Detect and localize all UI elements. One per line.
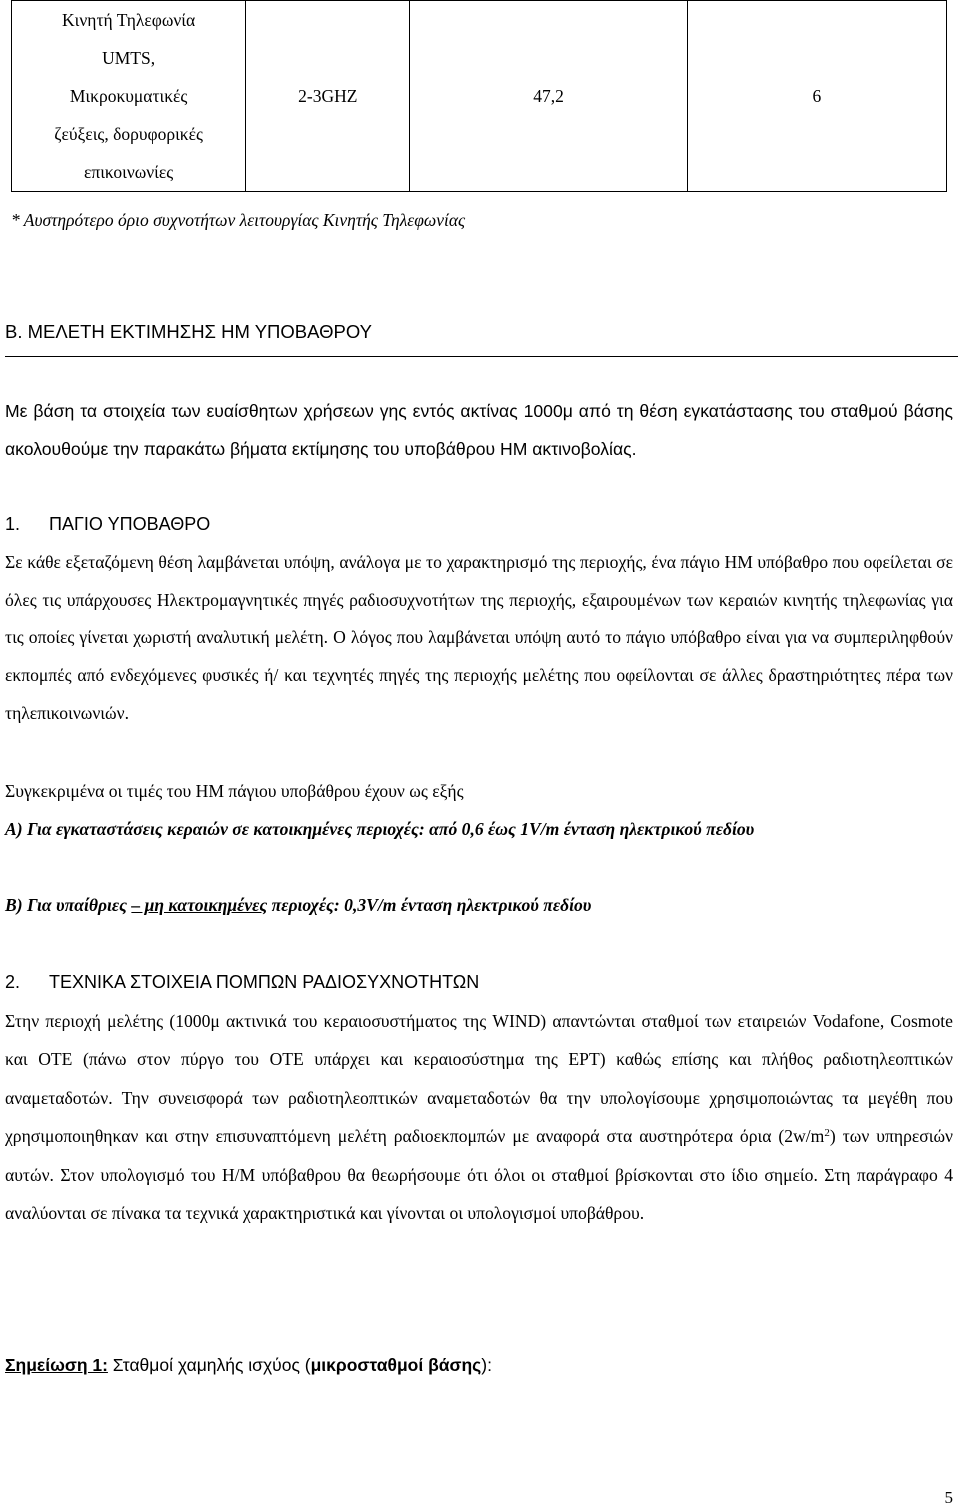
note-end: ): [481, 1355, 492, 1375]
page-number: 5 [944, 1488, 953, 1507]
frequency-cell: 2-3GHZ [246, 1, 410, 192]
tech-text-2: ) των υπηρεσιών αυτών. Στον υπολογισμό του Η/Μ υπόβαθρου θα θεωρήσουμε ότι όλοι οι σταθμοί βρίσκονται στο ίδιο σημείο. Στη παράγραφο 4 αναλύονται σε πίνακα τα τεχνικά χαρακτηριστικά και γίνονται οι υπολογισμοί υποβάθρου. [5, 1126, 954, 1224]
frequency-table [11, 0, 947, 192]
service-cell [12, 1, 246, 192]
case-b-prefix: Β) Για υπαίθριες [5, 895, 132, 915]
note-text: Σταθμοί χαμηλής ισχύος ( [107, 1355, 311, 1375]
table-row [12, 1, 947, 192]
note-bold: μικροσταθμοί βάσης [310, 1355, 482, 1375]
tech-number: 2. [5, 972, 21, 992]
tech-heading [5, 963, 479, 1001]
value-b-cell: 6 [687, 1, 946, 192]
pagio-case-a: Α) Για εγκαταστάσεις κεραιών σε κατοικημένες περιοχές: από 0,6 έως 1V/m ένταση ηλεκτρικού πεδίου [5, 819, 755, 839]
case-b-suffix: περιοχές: 0,3V/m ένταση ηλεκτρικού πεδίου [267, 895, 592, 915]
value-a-cell: 47,2 [410, 1, 687, 192]
section-b-intro: Με βάση τα στοιχεία των ευαίσθητων χρήσεων γης εντός ακτίνας 1000μ από τη θέση εγκατάστασης του σταθμού βάσης ακολουθούμε την παρακάτω βήματα εκτίμησης του υποβάθρου ΗΜ ακτινοβολίας. [5, 401, 953, 459]
pagio-heading [5, 506, 210, 544]
service-line: επικοινωνίες [84, 162, 174, 182]
tech-title: ΤΕΧΝΙΚΑ ΣΤΟΙΧΕΙΑ ΠΟΜΠΩΝ ΡΑΔΙΟΣΥΧΝΟΤΗΤΩΝ [49, 972, 480, 992]
service-line: Μικροκυματικές [69, 86, 188, 106]
pagio-title: ΠΑΓΙΟ ΥΠΟΒΑΘΡΟ [49, 514, 211, 534]
pagio-text-1: Σε κάθε εξεταζόμενη θέση λαμβάνεται υπόψη, ανάλογα με το χαρακτηρισμό της περιοχής, ένα πάγιο ΗΜ υπόβαθρο που οφείλεται σε όλες τις υπάρχουσες Ηλεκτρομαγνητικές πηγές ραδιοσυχνοτήτων της περιοχής, εξαιρουμένων των κεραιών κινητής τηλεφωνίας για τις οποίες γίνεται χωριστή αναλυτική μελέτη. [5, 552, 953, 648]
pagio-specific: Συγκεκριμένα οι τιμές του ΗΜ πάγιου υποβάθρου έχουν ως εξής [5, 781, 464, 801]
service-line: Κινητή Τηλεφωνία [62, 10, 196, 30]
service-line: ζεύξεις, δορυφορικές [54, 124, 203, 144]
case-b-underlined: – μη κατοικημένες [131, 895, 268, 915]
tech-sup: 2 [824, 1127, 830, 1140]
table-footnote: * Αυστηρότερο όριο συχνοτήτων λειτουργίας Κινητής Τηλεφωνίας [11, 210, 466, 230]
note-line [5, 1350, 492, 1380]
note-label: Σημείωση 1: [5, 1355, 108, 1375]
service-line: UMTS, [102, 48, 156, 68]
pagio-number: 1. [5, 514, 21, 534]
pagio-text-2: Ο λόγος που λαμβάνεται υπόψη αυτό το πάγιο υπόβαθρο είναι για να συμπεριληφθούν εκπομπές από ενδεχόμενες φυσικές ή/ και τεχνητές πηγές της περιοχής μελέτης που οφείλονται σε άλλες δραστηριότητες πέρα των τηλεπικοινωνιών. [5, 627, 954, 723]
section-b-heading: Β. ΜΕΛΕΤΗ ΕΚΤΙΜΗΣΗΣ ΗΜ ΥΠΟΒΑΘΡΟΥ [5, 321, 372, 342]
heading-rule [5, 356, 958, 357]
tech-paragraph [5, 1002, 953, 1232]
pagio-case-b [5, 886, 953, 924]
tech-text-1: Στην περιοχή μελέτης (1000μ ακτινικά του κεραιοσυστήματος της WIND) απαντώνται σταθμοί των εταιρειών Vodafone, Cosmote και ΟΤΕ (πάνω στον πύργο του ΟΤΕ υπάρχει και κεραιοσύστημα της ΕΡΤ) καθώς επίσης και πλήθος ραδιοτηλεοπτικών αναμεταδοτών. Την συνεισφορά των ραδιοτηλεοπτικών αναμεταδοτών θα την υπολογίσουμε χρησιμοποιώντας τα μεγέθη που χρησιμοποιηθηκαν και στην επισυναπτόμενη μελέτη ραδιοεκπομπών με αναφορά στα αυστηρότερα όρια (2w/m [5, 1011, 953, 1147]
pagio-paragraph [5, 544, 953, 733]
